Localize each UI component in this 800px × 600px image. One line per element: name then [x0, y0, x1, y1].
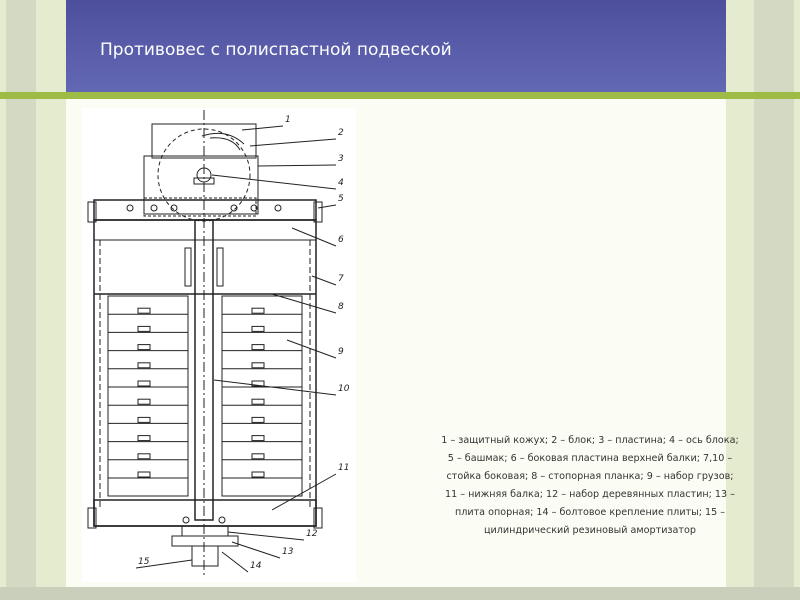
callout-label: 8	[338, 302, 344, 312]
callout-label: 1	[285, 115, 291, 125]
accent-line	[0, 92, 800, 99]
plate	[144, 156, 258, 214]
central-guide-right	[217, 248, 223, 286]
bolt	[219, 517, 225, 523]
weight-handle-right	[252, 345, 264, 350]
weight-handle-right	[252, 326, 264, 331]
weight-handle-right	[252, 472, 264, 477]
callout-label: 7	[338, 274, 344, 284]
leader-line	[272, 294, 336, 313]
leader-line	[212, 175, 336, 189]
callout-label: 13	[282, 547, 294, 557]
leader-line	[272, 474, 336, 510]
callout-label: 6	[338, 235, 344, 245]
wood-plates	[182, 526, 228, 536]
weight-plates	[108, 308, 302, 478]
weight-handle-left	[138, 436, 150, 441]
weight-handle-right	[252, 363, 264, 368]
shoe-right-bottom	[314, 508, 322, 528]
callout-label: 15	[138, 557, 150, 567]
shoe-left-top	[88, 202, 96, 222]
weight-handle-right	[252, 454, 264, 459]
callout-label: 3	[338, 154, 344, 164]
callout-label: 12	[306, 529, 318, 539]
legend-caption: 1 – защитный кожух; 2 – блок; 3 – пластина; 4 – ось блока; 5 – башмак; 6 – боковая пластина верхней балки; 7,10 – стойка боковая; 8 – стопорная планка; 9 – набор грузов; 11 – нижняя балка; 12 – набор деревянных пластин; 13 – плита опорная; 14 – болтовое крепление плиты; 15 – цилиндрический резиновый амортизатор	[441, 435, 739, 536]
weight-handle-left	[138, 454, 150, 459]
callout-label: 10	[338, 384, 350, 394]
weight-handle-left	[138, 345, 150, 350]
drawing-svg	[82, 108, 356, 582]
weight-handle-right	[252, 308, 264, 313]
weight-handle-right	[252, 399, 264, 404]
weight-handle-left	[138, 363, 150, 368]
rope-curve	[202, 133, 244, 150]
central-guide-left	[185, 248, 191, 286]
callout-labels	[138, 115, 350, 571]
leader-line	[222, 552, 248, 572]
leader-line	[232, 542, 280, 558]
leader-line	[228, 532, 304, 540]
callout-label: 9	[338, 347, 344, 357]
weight-handle-left	[138, 308, 150, 313]
support-plate	[172, 536, 238, 546]
weight-handle-left	[138, 326, 150, 331]
leader-line	[318, 205, 336, 208]
slide-title: Противовес с полиспастной подвеской	[100, 40, 452, 60]
counterweight-drawing	[82, 108, 356, 582]
callout-label: 11	[338, 463, 350, 473]
weight-handle-left	[138, 472, 150, 477]
right-background-band	[754, 0, 794, 600]
bottom-bar	[0, 587, 800, 600]
bolt	[183, 517, 189, 523]
outer-frame	[94, 220, 316, 526]
left-background-band	[6, 0, 36, 600]
weight-handle-left	[138, 381, 150, 386]
callout-label: 2	[338, 128, 344, 138]
callout-label: 5	[338, 194, 344, 204]
weight-handle-right	[252, 436, 264, 441]
leader-line	[287, 340, 336, 358]
callout-label: 14	[250, 561, 262, 571]
leader-lines	[136, 126, 336, 572]
rubber-buffer	[192, 546, 218, 566]
bolt	[275, 205, 281, 211]
bolt	[151, 205, 157, 211]
shoe-left-bottom	[88, 508, 96, 528]
bolt	[127, 205, 133, 211]
leader-line	[242, 126, 283, 130]
shoe-right-top	[314, 202, 322, 222]
weight-handle-left	[138, 399, 150, 404]
callout-label: 4	[338, 178, 344, 188]
leader-line	[250, 139, 336, 146]
leader-line	[292, 228, 336, 246]
weight-handle-left	[138, 417, 150, 422]
leader-line	[258, 165, 336, 166]
weight-handle-right	[252, 417, 264, 422]
